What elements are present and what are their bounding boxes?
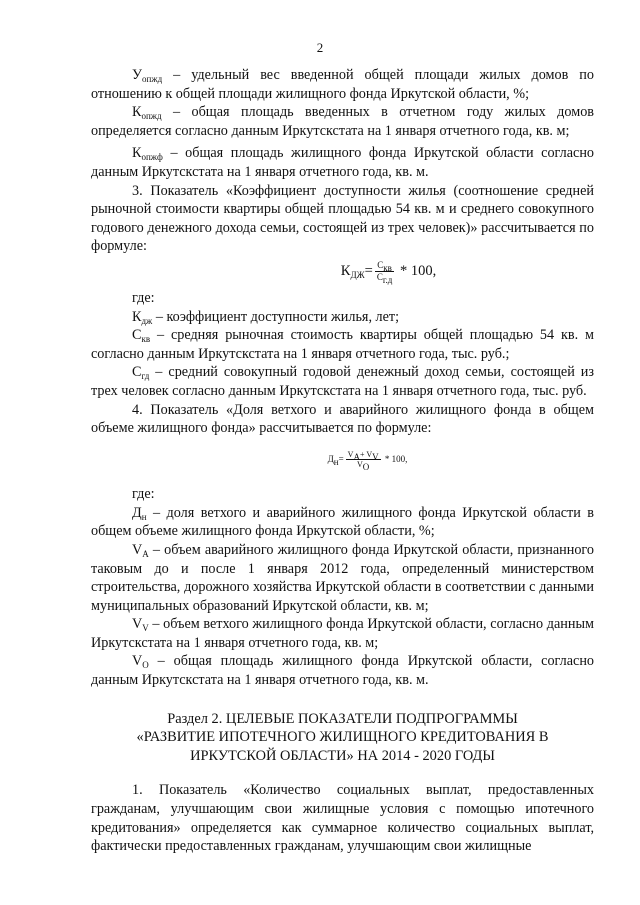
definition-text: – коэффициент доступности жилья, лет;	[152, 308, 400, 325]
fraction-numerator: $С_{кв}$	[375, 260, 395, 272]
symbol: V	[132, 541, 143, 558]
section-item-1-paragraph: 1. Показатель «Количество социальных выплат, предоставленных гражданам, улучшающим свои жилищные условия с помощью ипотечного кредитования» определяется как суммарное количество социальных выплат, фактически предоставленных гражданам, улучшающим свои жилищные	[91, 782, 594, 855]
symbol: V	[132, 653, 143, 670]
page-number: 2	[316, 40, 324, 55]
symbol-subscript: V	[142, 623, 149, 634]
symbol: У	[132, 67, 143, 83]
formula-equals: =	[338, 453, 344, 464]
definition-paragraph	[91, 541, 594, 615]
symbol: С	[132, 327, 142, 344]
formula-fraction	[375, 260, 395, 283]
symbol-subscript: опжф	[141, 152, 163, 163]
section-heading	[91, 710, 594, 766]
definition-paragraph	[91, 363, 594, 400]
definition-paragraph	[91, 652, 594, 689]
definition-paragraph	[91, 326, 594, 363]
symbol: С	[132, 364, 142, 381]
formula-lhs: К	[340, 262, 351, 279]
formula-dilapidated-share	[141, 450, 594, 473]
where-label: где:	[132, 289, 155, 306]
fraction-denominator: $V_O$	[357, 460, 370, 473]
symbol-subscript: A	[142, 548, 149, 559]
symbol-subscript: дж	[141, 315, 153, 326]
definition-paragraph	[91, 144, 594, 181]
symbol: Д	[132, 504, 142, 521]
definition-text: – общая площадь жилищного фонда Иркутской области, согласно данным Иркутскстата на 1 января отчетного года, кв. м.	[91, 653, 594, 689]
formula-rhs: * 100,	[396, 262, 437, 279]
definition-text: – доля ветхого и аварийного жилищного фонда Иркутской области в общем объеме жилищного фонда Иркутской области, %;	[91, 504, 594, 540]
symbol-subscript: O	[142, 660, 149, 671]
definition-text: – общая площадь введенных в отчетном году жилых домов определяется согласно данным Иркутскстата на 1 января отчетного года, кв. м;	[91, 104, 594, 139]
definition-paragraph	[91, 504, 594, 541]
section-heading-line: Раздел 2. ЦЕЛЕВЫЕ ПОКАЗАТЕЛИ ПОДПРОГРАММЫ	[167, 710, 518, 727]
section-heading-line: «РАЗВИТИЕ ИПОТЕЧНОГО ЖИЛИЩНОГО КРЕДИТОВАНИЯ В	[136, 729, 549, 746]
definition-text: – средняя рыночная стоимость квартиры общей площадью 54 кв. м согласно данным Иркутскстата на 1 января отчетного года, тыс. руб.;	[91, 327, 594, 362]
formula-lhs: Д	[327, 453, 334, 464]
definition-text: – общая площадь жилищного фонда Иркутской области согласно данным Иркутскстата на 1 января отчетного года, кв. м.	[91, 145, 594, 180]
fraction-numerator: $V_A+ V_V$	[347, 450, 379, 463]
fraction-denominator: $С_{г.д}$	[376, 271, 393, 285]
definition-text: – удельный вес введенной общей площади жилых домов по отношению к общей площади жилищного фонда Иркутской области, %;	[91, 67, 594, 102]
formula-rhs: * 100,	[382, 453, 408, 464]
document-body	[91, 66, 594, 856]
symbol-subscript: кв	[141, 334, 151, 345]
symbol: К	[132, 308, 142, 325]
formula-lhs-subscript: ДЖ	[350, 269, 365, 280]
symbol-subscript: опжд	[142, 74, 163, 84]
formula-lhs-subscript: н	[333, 456, 339, 467]
definition-paragraph	[91, 66, 594, 103]
section-heading-line: ИРКУТСКОЙ ОБЛАСТИ» НА 2014 - 2020 ГОДЫ	[190, 747, 495, 764]
formula-affordability	[183, 260, 594, 283]
item-3-paragraph: 3. Показатель «Коэффициент доступности жилья (соотношение средней рыночной стоимости квартиры общей площадью 54 кв. м и среднего совокупного годового денежного дохода семьи, состоящей из трех человек)» рассчитывается по формуле:	[91, 182, 594, 255]
item-4-paragraph: 4. Показатель «Доля ветхого и аварийного жилищного фонда в общем объеме жилищного фонда» рассчитывается по формуле:	[91, 401, 594, 437]
symbol-subscript: н	[141, 511, 147, 522]
formula-equals: =	[364, 262, 373, 279]
definition-paragraph	[91, 103, 594, 140]
symbol: V	[132, 616, 143, 633]
definition-paragraph	[91, 308, 594, 327]
where-label: где:	[132, 486, 155, 503]
symbol-subscript: гд	[141, 371, 150, 382]
formula-fraction	[346, 450, 381, 473]
definition-text: – объем ветхого жилищного фонда Иркутской области, согласно данным Иркутскстата на 1 января отчетного года, кв. м;	[91, 616, 594, 651]
symbol: К	[132, 104, 142, 121]
symbol: К	[132, 145, 142, 162]
definition-text: – объем аварийного жилищного фонда Иркутской области, признанного таковым до и после 1 января 2012 года, определенный министерством строительства, дорожного хозяйства Иркутской области в соответствии с данными муниципальных образований Иркутской области, кв. м;	[91, 541, 594, 614]
symbol-subscript: опжд	[141, 111, 162, 122]
definition-paragraph	[91, 615, 594, 652]
definition-text: – средний совокупный годовой денежный доход семьи, состоящей из трех человек согласно данным Иркутскстата на 1 января отчетного года, тыс. руб.	[91, 364, 594, 399]
